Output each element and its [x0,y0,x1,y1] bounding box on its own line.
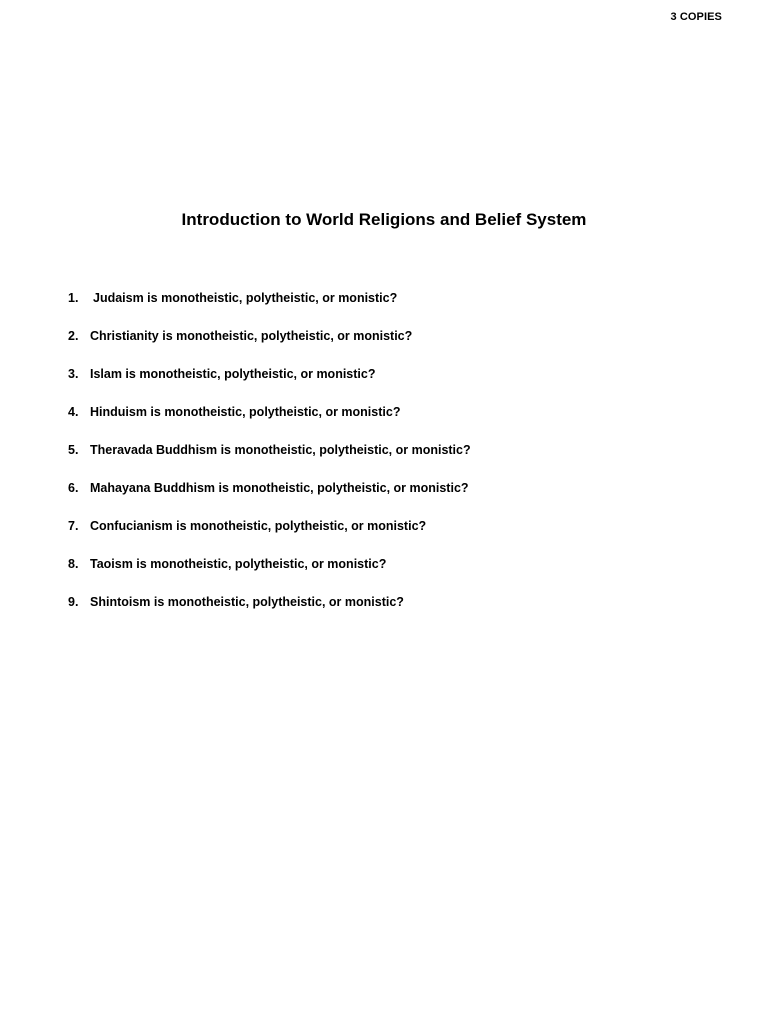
question-item [68,327,471,365]
question-text: Confucianism is monotheistic, polytheistic, or monistic? [90,519,427,533]
question-text: Shintoism is monotheistic, polytheistic, or monistic? [90,595,404,609]
question-number: 5. [68,443,79,457]
question-text: Christianity is monotheistic, polytheistic, or monistic? [90,329,413,343]
question-number: 4. [68,405,79,419]
question-number: 9. [68,595,79,609]
question-item [68,441,471,479]
question-item [68,555,471,593]
question-number: 7. [68,519,79,533]
question-list [68,289,471,631]
question-number: 6. [68,481,79,495]
question-text: Judaism is monotheistic, polytheistic, or monistic? [93,291,398,305]
question-number: 8. [68,557,79,571]
page-title: Introduction to World Religions and Belief System [181,210,587,229]
question-text: Theravada Buddhism is monotheistic, polytheistic, or monistic? [90,443,471,457]
question-text: Hinduism is monotheistic, polytheistic, or monistic? [90,405,401,419]
question-number: 2. [68,329,79,343]
question-number: 3. [68,367,79,381]
question-item [68,517,471,555]
question-item [68,289,471,327]
question-item [68,479,471,517]
question-text: Taoism is monotheistic, polytheistic, or monistic? [90,557,387,571]
question-item [68,403,471,441]
question-item [68,365,471,403]
question-number: 1. [68,291,79,305]
question-text: Islam is monotheistic, polytheistic, or monistic? [90,367,376,381]
question-text: Mahayana Buddhism is monotheistic, polytheistic, or monistic? [90,481,469,495]
copies-label: 3 COPIES [670,11,722,23]
question-item [68,593,471,631]
